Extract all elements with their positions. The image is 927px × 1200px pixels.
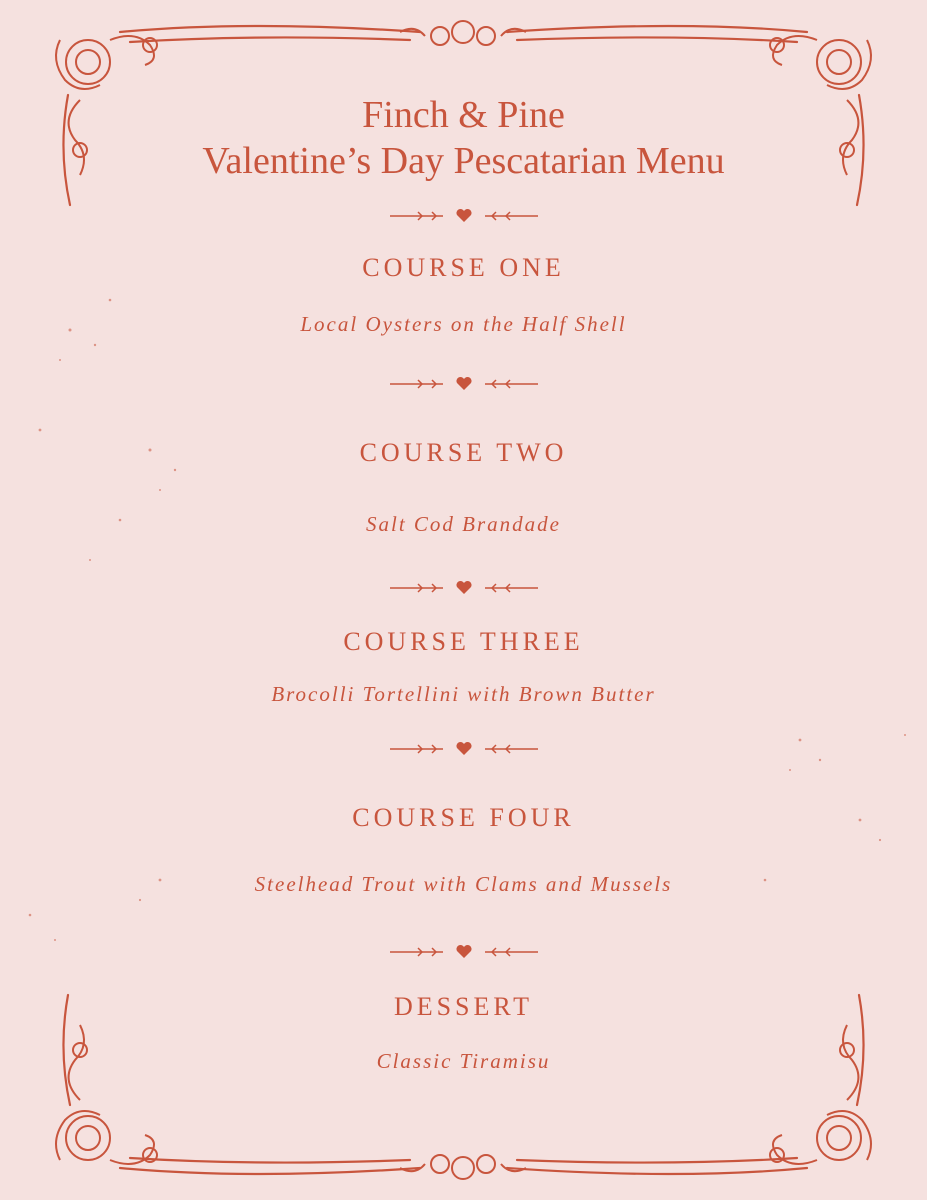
heart-divider-icon [388,944,540,960]
heart-divider-icon [388,208,540,224]
heart-divider-icon [388,580,540,596]
heart-divider-icon [388,376,540,392]
course-heading: COURSE TWO [359,438,568,467]
heart-divider-icon [388,741,540,757]
course-heading: COURSE FOUR [352,803,575,832]
course-heading: COURSE ONE [362,253,565,282]
restaurant-name: Finch & Pine [362,94,565,136]
course-dish: Local Oysters on the Half Shell [300,312,627,336]
course-dish: Salt Cod Brandade [366,512,561,536]
course-dish: Steelhead Trout with Clams and Mussels [254,872,673,896]
course-dish: Brocolli Tortellini with Brown Butter [271,682,656,706]
course-dish: Classic Tiramisu [376,1049,551,1073]
menu-title: Valentine’s Day Pescatarian Menu [202,140,725,182]
course-heading: COURSE THREE [343,627,584,656]
course-heading: DESSERT [393,992,534,1021]
